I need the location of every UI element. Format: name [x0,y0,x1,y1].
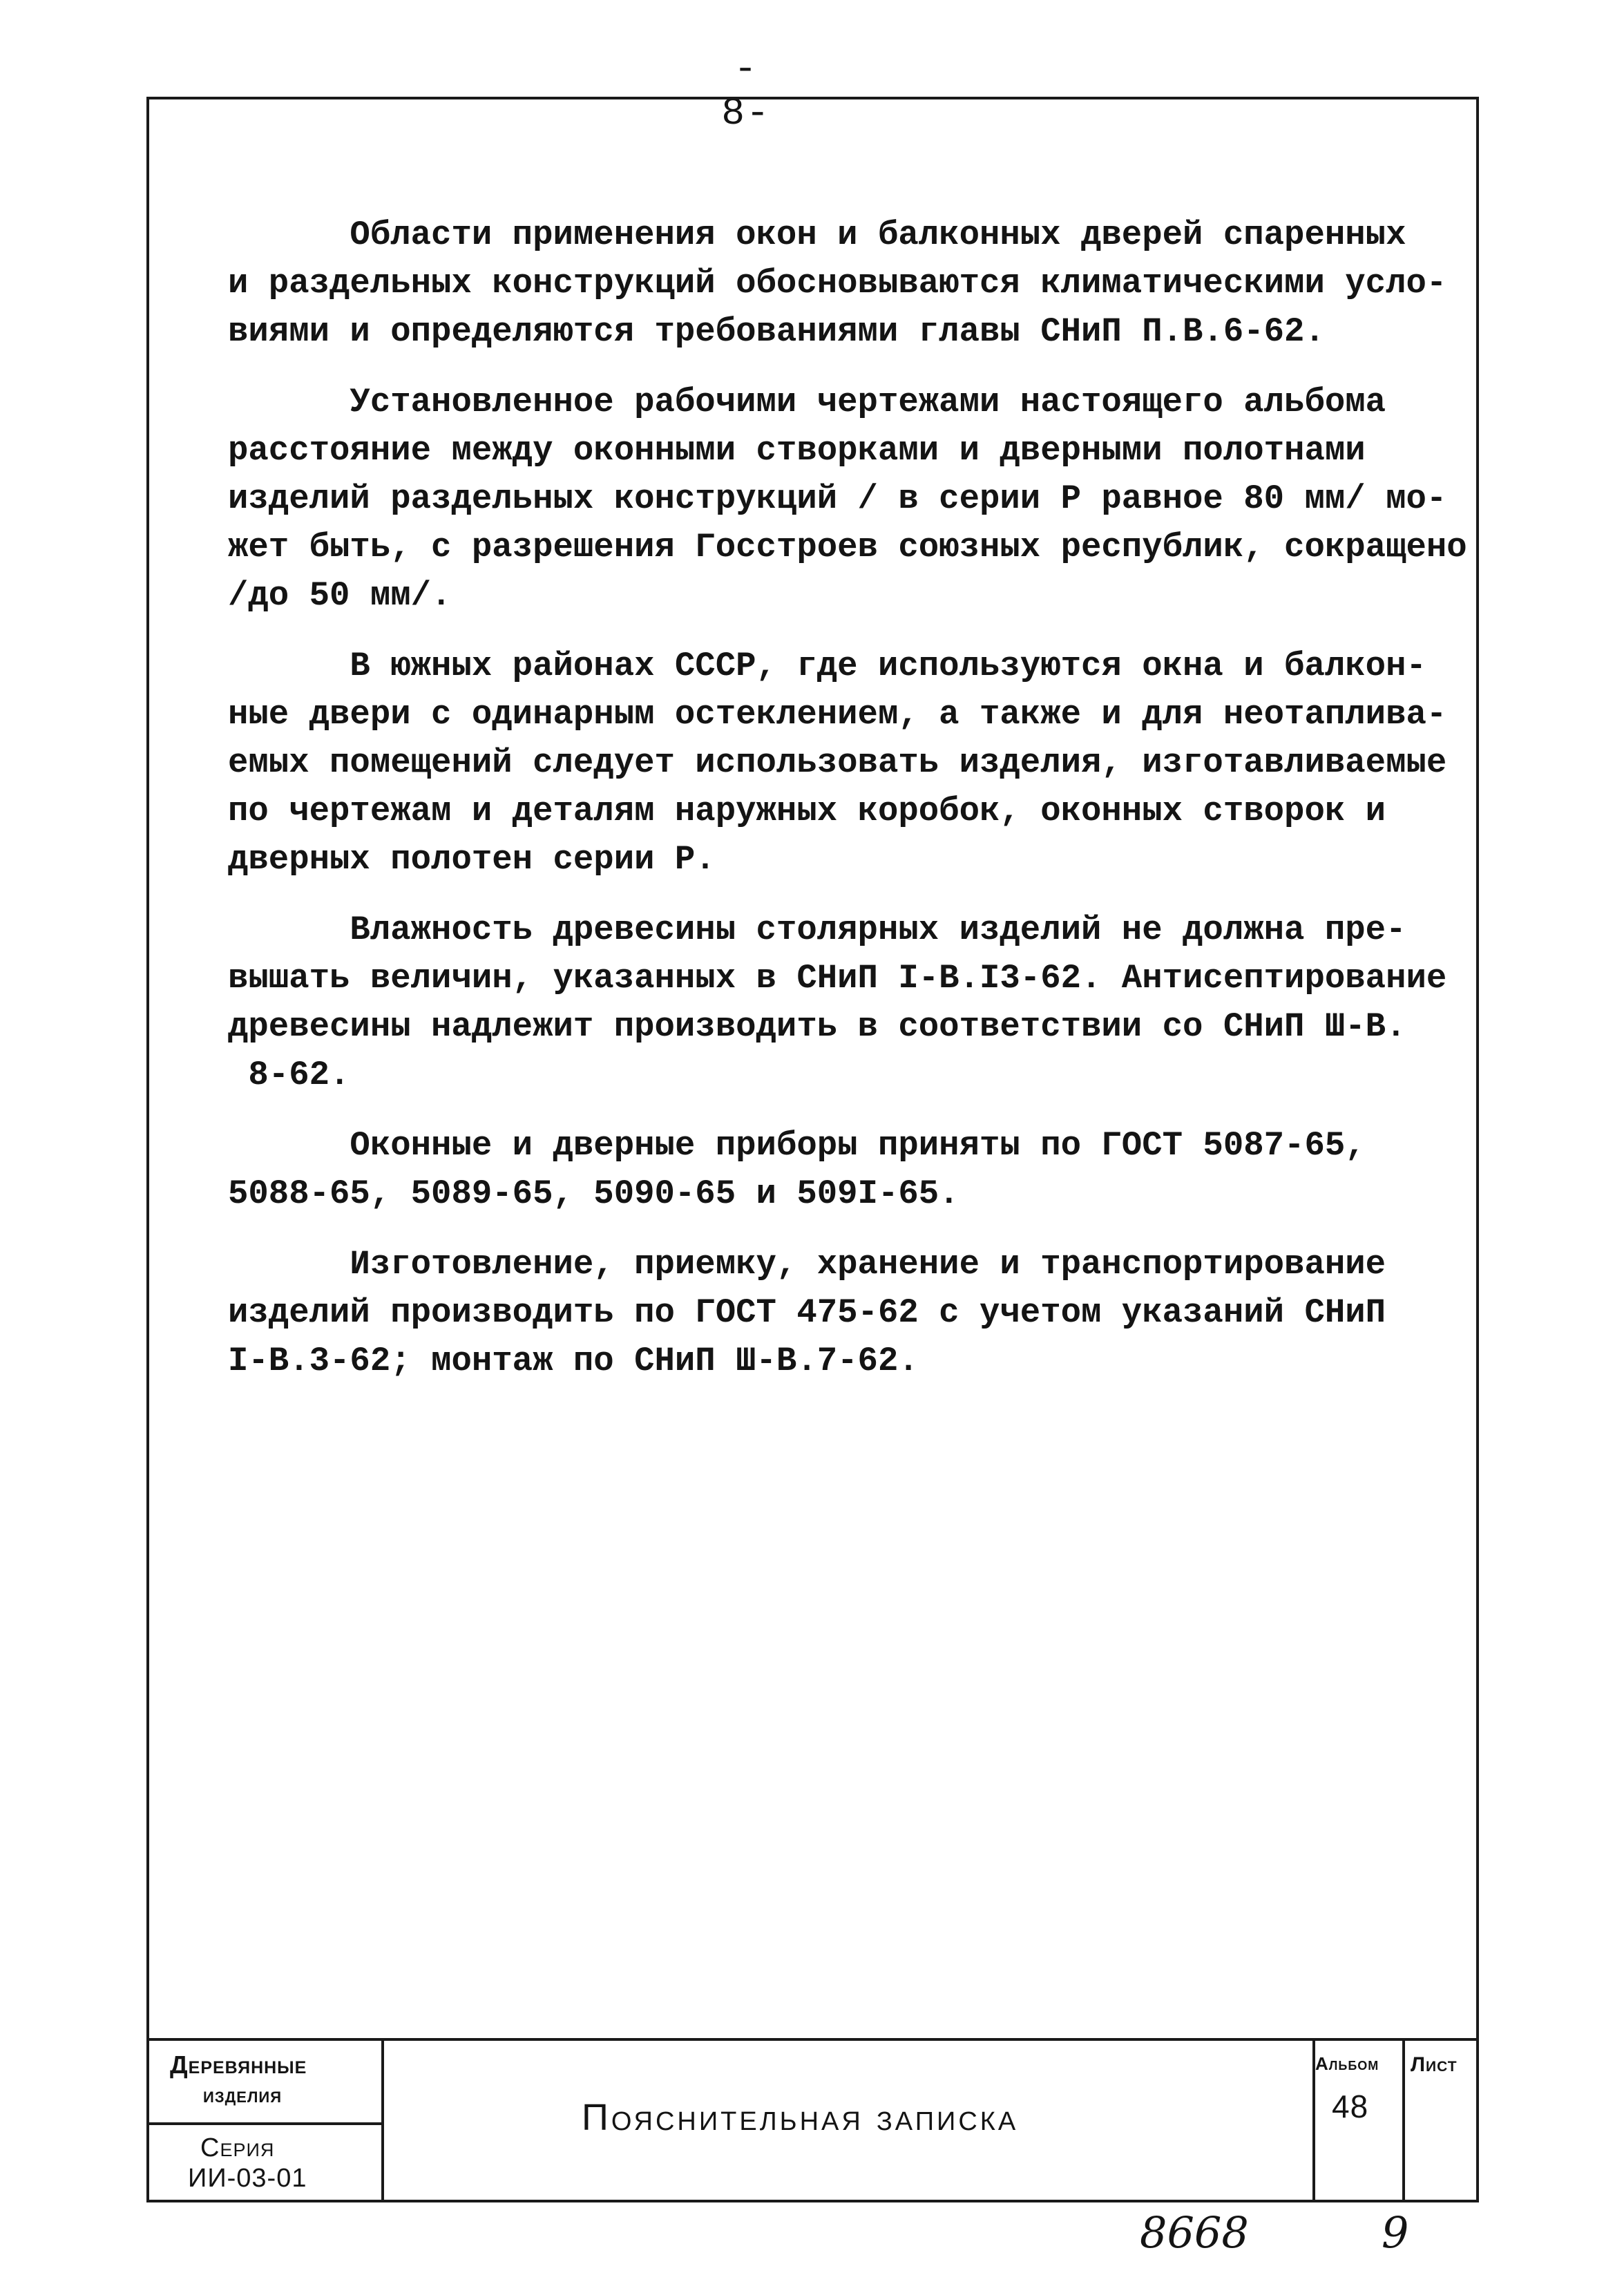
text-line: вышать величин, указанных в СНиП I-В.I3-62. Антисептирование [228,959,1447,998]
album-value: 48 [1332,2088,1369,2124]
paragraph [228,378,1471,620]
text-line: Оконные и дверные приборы приняты по ГОСТ 5087-65, [228,1126,1366,1165]
text-line: В южных районах СССР, где используются окна и балкон- [228,647,1426,685]
handwritten-sheet: 9 [1382,2207,1409,2258]
document-title: Пояснительная записка [582,2097,1019,2138]
text-line: 8-62. [228,1056,350,1094]
category-line1: Деревянные [170,2050,307,2079]
text-line: Влажность древесины столярных изделий не должна пре- [228,911,1406,949]
paragraph [228,211,1471,356]
text-line: изделий раздельных конструкций / в серии Р равное 80 мм/ мо- [228,479,1447,518]
text-line: емых помещений следует использовать изделия, изготавливаемые [228,743,1447,782]
text-line: расстояние между оконными створками и дверными полотнами [228,431,1366,470]
paragraph [228,1121,1471,1218]
text-line: и раздельных конструкций обосновываются климатическими усло- [228,264,1447,303]
text-line: изделий производить по ГОСТ 475-62 с учетом указаний СНиП [228,1293,1386,1332]
text-line: I-В.3-62; монтаж по СНиП Ш-В.7-62. [228,1342,919,1380]
title-block-divider-series [146,2122,381,2125]
body-text [228,211,1471,1407]
text-line: жет быть, с разрешения Госстроев союзных республик, сокращено [228,528,1467,567]
page-number: - 8- [721,47,771,135]
handwritten-number: 8668 [1140,2207,1249,2258]
category-line2: изделия [203,2082,283,2107]
text-line: виями и определяются требованиями главы СНиП П.В.6-62. [228,312,1325,351]
title-block [146,2038,1479,2202]
text-line: /до 50 мм/. [228,576,452,615]
album-label: Альбом [1315,2053,1379,2074]
text-line: дверных полотен серии Р. [228,840,716,879]
paragraph [228,1240,1471,1385]
text-line: Установленное рабочими чертежами настоящего альбома [228,383,1386,421]
series-label: Серия [200,2133,275,2162]
text-line: древесины надлежит производить в соответствии со СНиП Ш-В. [228,1007,1406,1046]
title-block-divider-sheet [1402,2041,1405,2202]
series-value: ИИ-03-01 [188,2164,307,2193]
text-line: по чертежам и деталям наружных коробок, оконных створок и [228,792,1386,830]
sheet-label: Лист [1411,2053,1458,2076]
text-line: ные двери с одинарным остеклением, а также и для неотаплива- [228,695,1447,734]
paragraph [228,906,1471,1099]
text-line: Области применения окон и балконных дверей спаренных [228,216,1406,254]
text-line: 5088-65, 5089-65, 5090-65 и 509I-65. [228,1174,959,1213]
text-line: Изготовление, приемку, хранение и транспортирование [228,1245,1386,1284]
title-block-divider-left [381,2041,384,2202]
paragraph [228,642,1471,884]
